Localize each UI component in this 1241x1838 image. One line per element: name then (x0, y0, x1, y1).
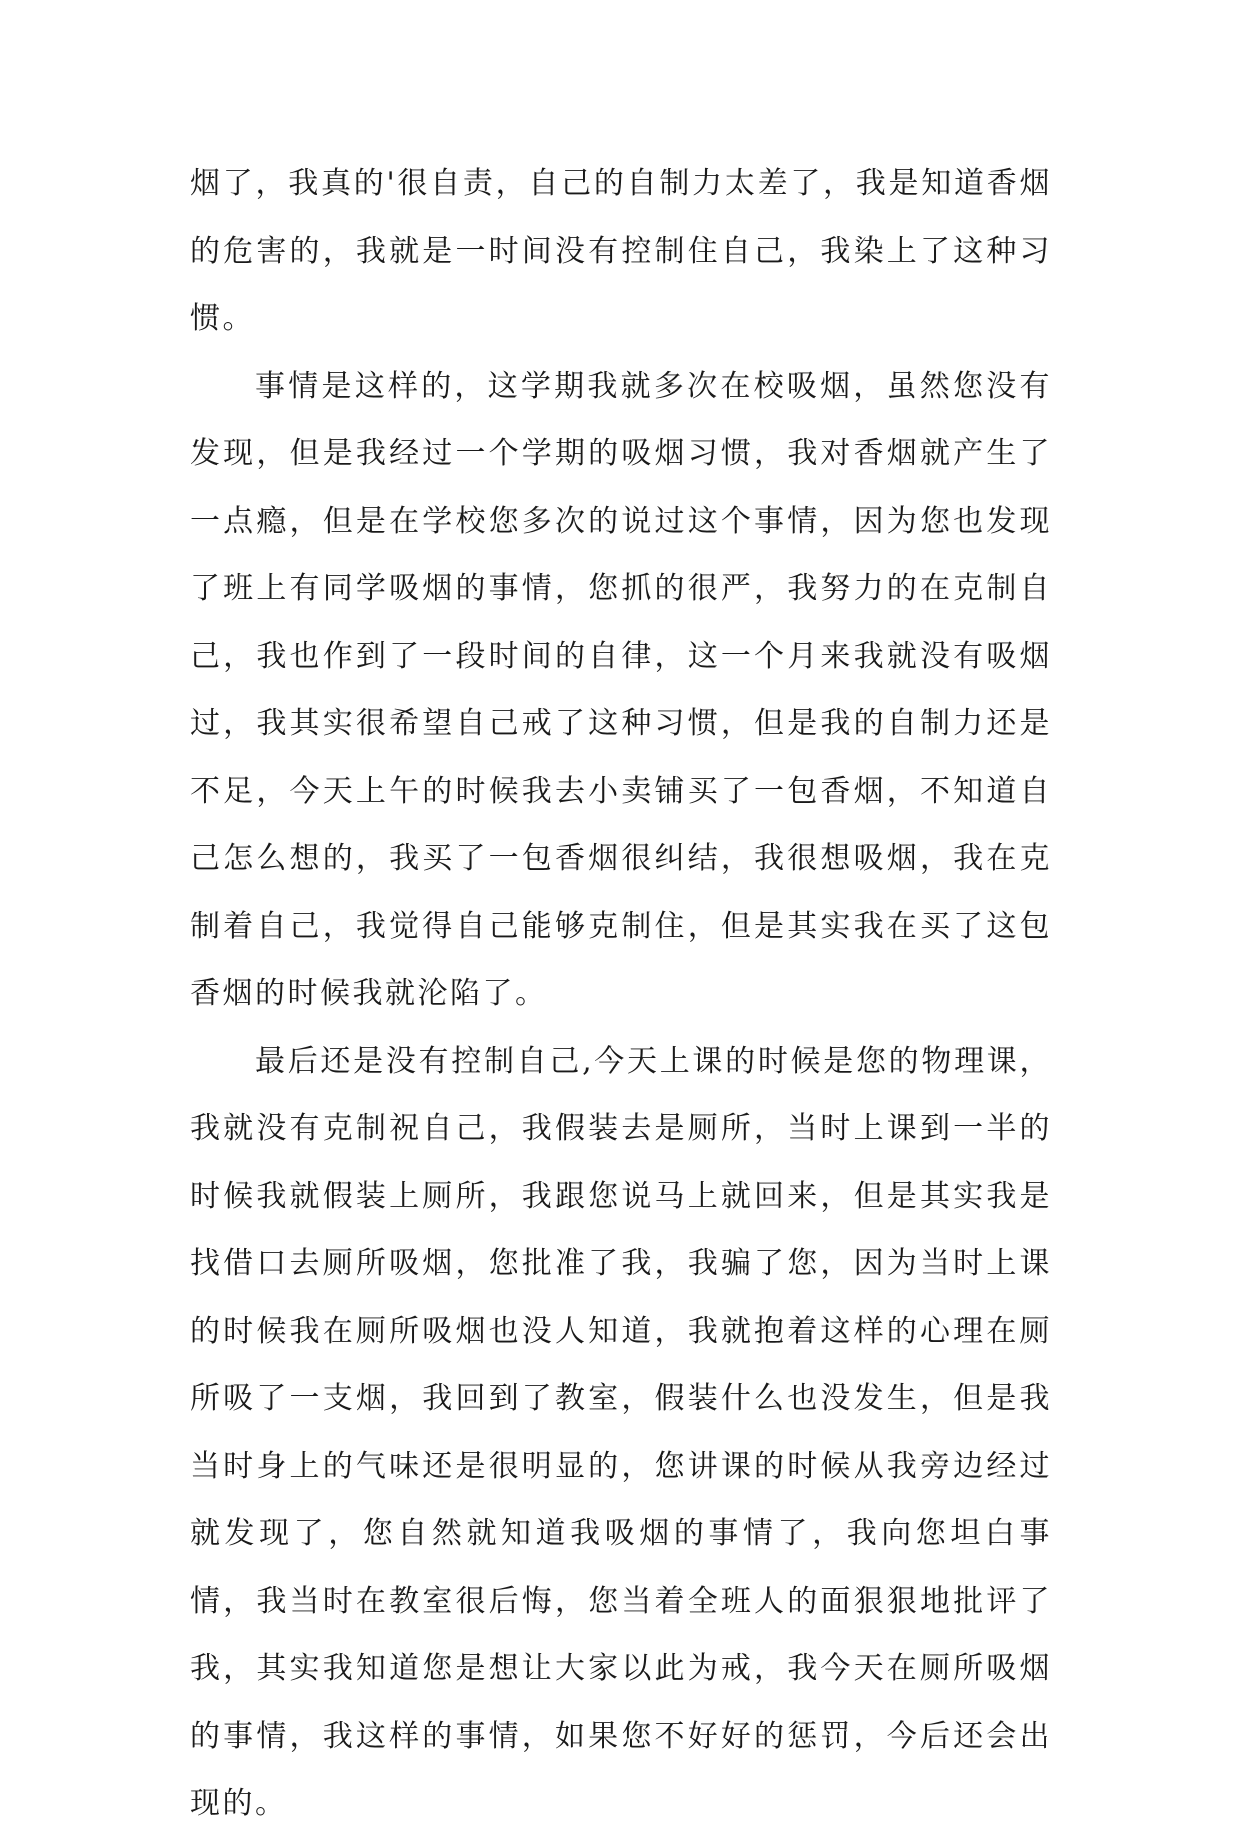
paragraph-2: 事情是这样的，这学期我就多次在校吸烟，虽然您没有发现，但是我经过一个学期的吸烟习惯，我对香烟就产生了一点瘾，但是在学校您多次的说过这个事情，因为您也发现了班上有同学吸烟的事情，您抓的很严，我努力的在克制自己，我也作到了一段时间的自律，这一个月来我就没有吸烟过，我其实很希望自己戒了这种习惯，但是我的自制力还是不足，今天上午的时候我去小卖铺买了一包香烟，不知道自己怎么想的，我买了一包香烟很纠结，我很想吸烟，我在克制着自己，我觉得自己能够克制住，但是其实我在买了这包香烟的时候我就沦陷了。 (190, 368, 1052, 1011)
document-body (190, 150, 1052, 1838)
paragraph-3: 最后还是没有控制自己,今天上课的时候是您的物理课，我就没有克制祝自己，我假装去是厕所，当时上课到一半的时候我就假装上厕所，我跟您说马上就回来，但是其实我是找借口去厕所吸烟，您批准了我，我骗了您，因为当时上课的时候我在厕所吸烟也没人知道，我就抱着这样的心理在厕所吸了一支烟，我回到了教室，假装什么也没发生，但是我当时身上的气味还是很明显的，您讲课的时候从我旁边经过就发现了，您自然就知道我吸烟的事情了，我向您坦白事情，我当时在教室很后悔，您当着全班人的面狠狠地批评了我，其实我知道您是想让大家以此为戒，我今天在厕所吸烟的事情，我这样的事情，如果您不好好的惩罚，今后还会出现的。 (190, 1043, 1052, 1821)
paragraph-1: 烟了，我真的'很自责，自己的自制力太差了，我是知道香烟的危害的，我就是一时间没有控制住自己，我染上了这种习惯。 (190, 166, 1052, 336)
